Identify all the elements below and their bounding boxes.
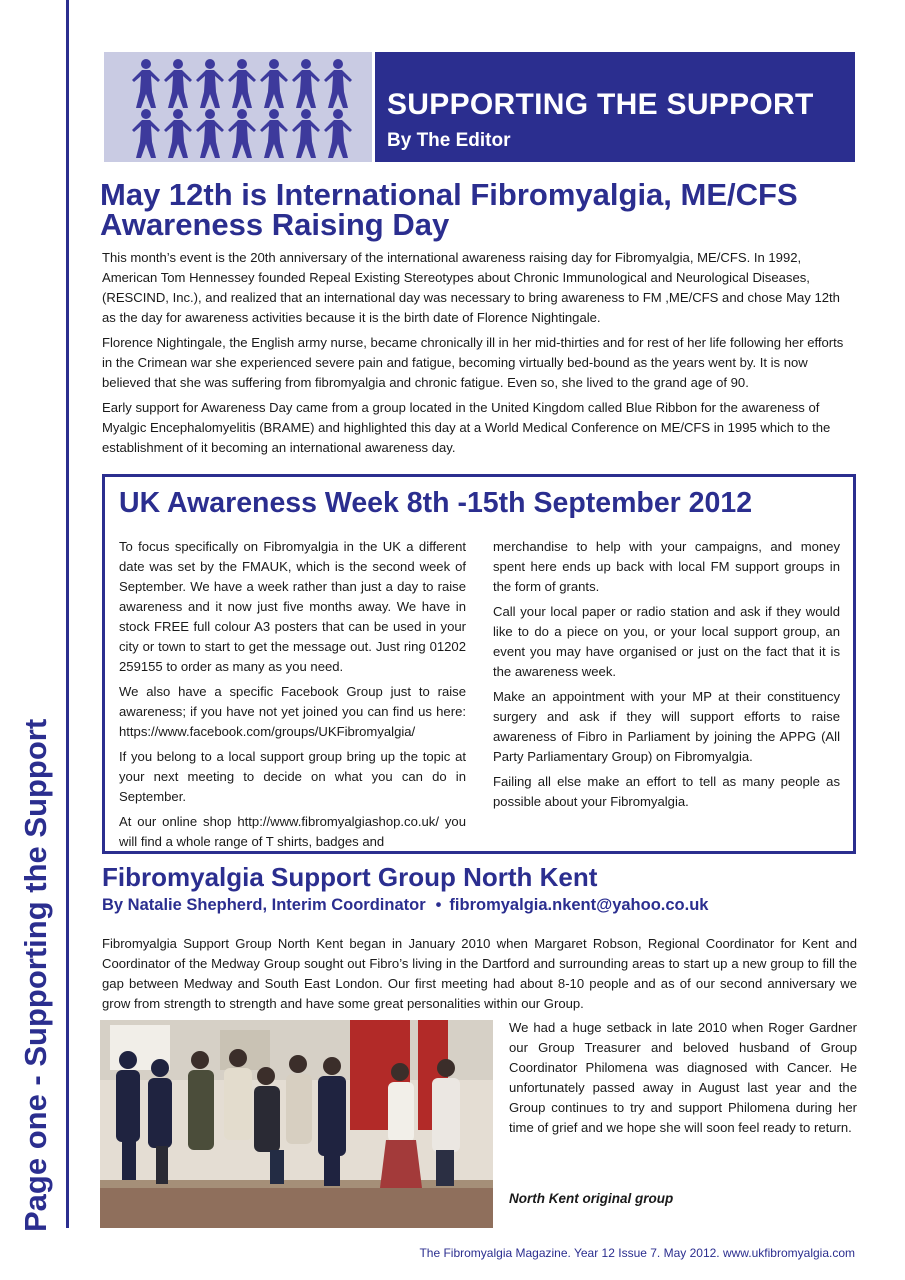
photo-caption: North Kent original group (509, 1191, 674, 1206)
article2-paragraph: At our online shop http://www.fibromyalgiashop.co.uk/ you will find a whole range of T shirts, badges and (119, 814, 466, 849)
article2-left-column (119, 537, 466, 857)
article3-byline-row (102, 896, 708, 915)
article1-heading: May 12th is International Fibromyalgia, ME/CFS Awareness Raising Day (100, 177, 798, 242)
article2-paragraph: Make an appointment with your MP at their constituency surgery and ask if they will support efforts to raise awareness of Fibro in Parliament by joining the APPG (All Party Parliamentary Group) on Fibromyalgia. (493, 689, 840, 764)
awareness-week-box (102, 474, 856, 854)
banner-people-chain-graphic (104, 52, 372, 162)
article3-byline: By Natalie Shepherd, Interim Coordinator (102, 896, 426, 914)
article1-paragraph: This month’s event is the 20th anniversary of the international awareness raising day for Fibromyalgia, ME/CFS. In 1992, American Tom Hennessey founded Repeal Existing Stereotypes about Chronic Immunological and Neurological Diseases, (RESCIND, Inc.), and realized that an international day was necessary to bring awareness to FM ,ME/CFS and chose May 12th as the day for awareness activities because it is the birth date of Florence Nightingale. (102, 250, 840, 325)
article2-paragraph: If you belong to a local support group bring up the topic at your next meeting to decide on what you can do in September. (119, 749, 466, 804)
article2-paragraph: Call your local paper or radio station and ask if they would like to do a piece on you, or your local support group, an event you may have organised or just on the fact that it is the awareness week. (493, 604, 840, 679)
separator-dot: • (435, 896, 442, 914)
article2-paragraph: merchandise to help with your campaigns, and money spent here ends up back with local FM support groups in the form of grants. (493, 539, 840, 594)
banner-byline: By The Editor (387, 130, 511, 151)
section-sidebar-label: Page one - Supporting the Support (18, 718, 53, 1232)
article1-paragraph: Florence Nightingale, the English army nurse, became chronically ill in her mid-thirties and for rest of her life following her efforts in the Crimean war she experienced severe pain and fatigue, becoming virtually bed-bound as the years went by. It is now believed that she was suffering from fibromyalgia and chronic fatigue. Even so, she lived to the grand age of 90. (102, 335, 844, 390)
banner (375, 52, 855, 162)
article2-right-column (493, 537, 840, 817)
banner-title: SUPPORTING THE SUPPORT (387, 88, 814, 121)
margin-rule (66, 0, 69, 1228)
article2-paragraph: We also have a specific Facebook Group just to raise awareness; if you have not yet joined you can find us here: https://www.facebook.com/groups/UKFibromyalgia/ (119, 684, 466, 739)
article3-intro: Fibromyalgia Support Group North Kent began in January 2010 when Margaret Robson, Regional Coordinator for Kent and Coordinator of the Medway Group sought out Fibro’s living in the Dartford and surrounding areas to start up a new group to fill the gap between Medway and South East London. Our first meeting had about 8-10 people and as of our second anniversary we grow from strength to strength and have some great personalities within our Group. (102, 936, 857, 1011)
contact-email: fibromyalgia.nkent@yahoo.co.uk (449, 896, 709, 914)
page-footer: The Fibromyalgia Magazine. Year 12 Issue 7. May 2012. www.ukfibromyalgia.com (419, 1246, 855, 1260)
article1-body (102, 248, 852, 463)
article2-heading: UK Awareness Week 8th -15th September 2012 (119, 487, 753, 519)
group-photo-image (100, 1020, 493, 1228)
article2-paragraph: To focus specifically on Fibromyalgia in the UK a different date was set by the FMAUK, which is the second week of September. We have a week rather than just a day to raise awareness and it now just five months away. We have in stock FREE full colour A3 posters that can be used in your city or town to start to get the message out. Just ring 01202 259155 to order as many as you need. (119, 539, 466, 674)
article2-paragraph: Failing all else make an effort to tell as many people as possible about your Fibromyalgia. (493, 774, 840, 809)
article3-side-text: We had a huge setback in late 2010 when Roger Gardner our Group Treasurer and beloved husband of Group Coordinator Philomena was diagnosed with Cancer. He unfortunately passed away in August last year and the Group continues to try and support Philomena during her time of grief and we hope she will soon feel ready to return. (509, 1020, 857, 1135)
paper-people-chain-icon (104, 52, 372, 162)
article3-heading: Fibromyalgia Support Group North Kent (102, 862, 598, 892)
article1-paragraph: Early support for Awareness Day came from a group located in the United Kingdom called Blue Ribbon for the awareness of Myalgic Encephalomyelitis (BRAME) and highlighted this day at a World Medical Conference on ME/CFS in 1995 which to the establishment of it becoming an international awareness day. (102, 400, 831, 455)
group-photo (100, 1020, 493, 1228)
